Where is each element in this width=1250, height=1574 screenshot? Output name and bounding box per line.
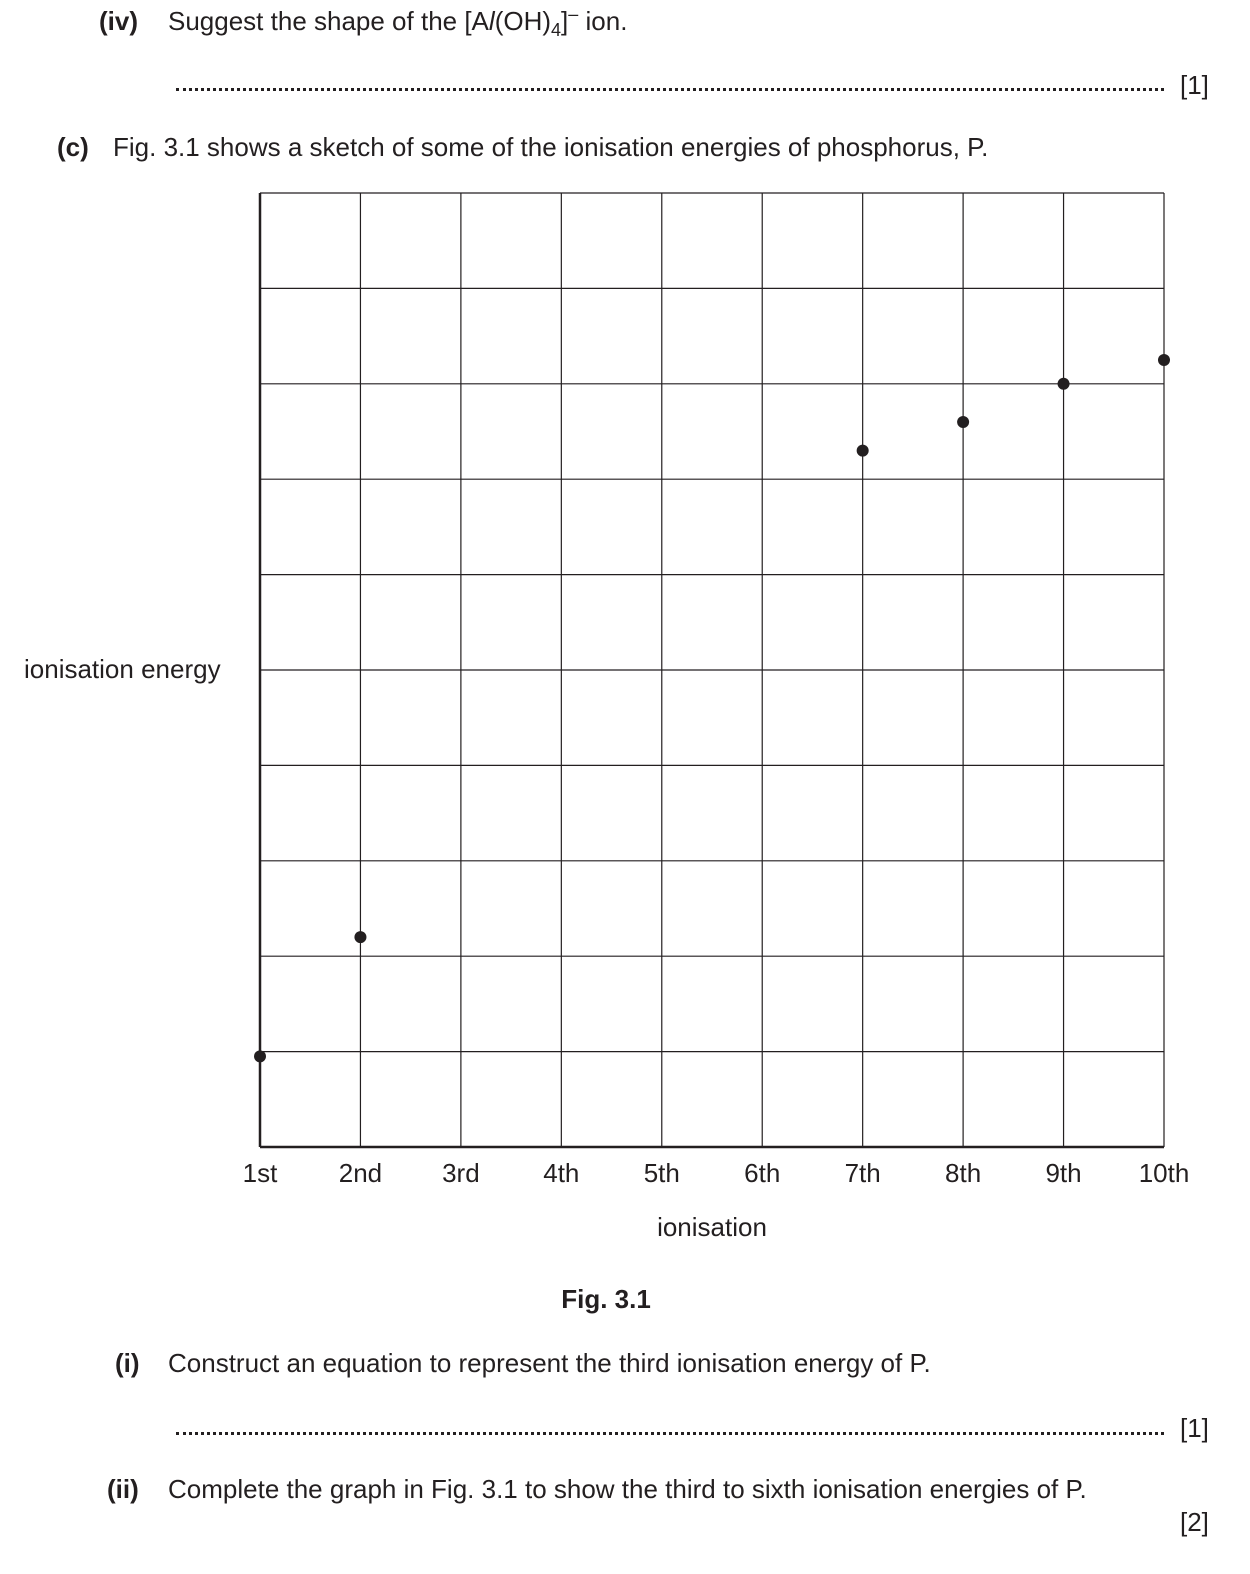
x-axis-label: ionisation — [657, 1212, 767, 1242]
x-tick-label: 8th — [945, 1158, 982, 1188]
question-text-iv-symbol: l — [488, 6, 495, 36]
question-text-iv-part1: Suggest the shape of the [A — [168, 6, 489, 36]
question-text-iv-part4: ion. — [578, 6, 628, 36]
data-point — [1058, 378, 1070, 390]
question-number-ii: (ii) — [107, 1474, 139, 1504]
question-number-c: (c) — [57, 132, 89, 162]
question-text-iv-superscript: – — [568, 4, 579, 24]
data-point — [254, 1050, 266, 1062]
mark-iv: [1] — [1180, 70, 1209, 100]
question-text-iv-part3: ] — [561, 6, 569, 36]
mark-i: [1] — [1180, 1413, 1209, 1443]
data-point — [857, 445, 869, 457]
data-point — [354, 931, 366, 943]
x-tick-label: 4th — [543, 1158, 580, 1188]
question-number-i: (i) — [115, 1348, 140, 1378]
x-tick-label: 7th — [844, 1158, 881, 1188]
y-axis-label: ionisation energy — [24, 654, 221, 684]
x-tick-label: 9th — [1045, 1158, 1082, 1188]
data-point — [957, 416, 969, 428]
question-text-iv-subscript: 4 — [551, 20, 562, 40]
mark-ii: [2] — [1180, 1507, 1209, 1537]
x-tick-label: 1st — [242, 1158, 278, 1188]
x-tick-label: 10th — [1138, 1158, 1190, 1188]
x-tick-label: 5th — [643, 1158, 680, 1188]
answer-line-i[interactable] — [176, 1432, 1164, 1435]
question-text-c: Fig. 3.1 shows a sketch of some of the ionisation energies of phosphorus, P. — [113, 132, 989, 162]
question-number-iv: (iv) — [99, 6, 138, 36]
figure-caption: Fig. 3.1 — [561, 1284, 651, 1314]
x-tick-label: 3rd — [442, 1158, 480, 1188]
data-point — [1158, 354, 1170, 366]
question-text-ii: Complete the graph in Fig. 3.1 to show the third to sixth ionisation energies of P. — [168, 1474, 1087, 1504]
question-text-i: Construct an equation to represent the third ionisation energy of P. — [168, 1348, 931, 1378]
x-tick-label: 6th — [744, 1158, 781, 1188]
question-text-iv-part2: (OH) — [494, 6, 552, 36]
x-tick-label: 2nd — [338, 1158, 383, 1188]
